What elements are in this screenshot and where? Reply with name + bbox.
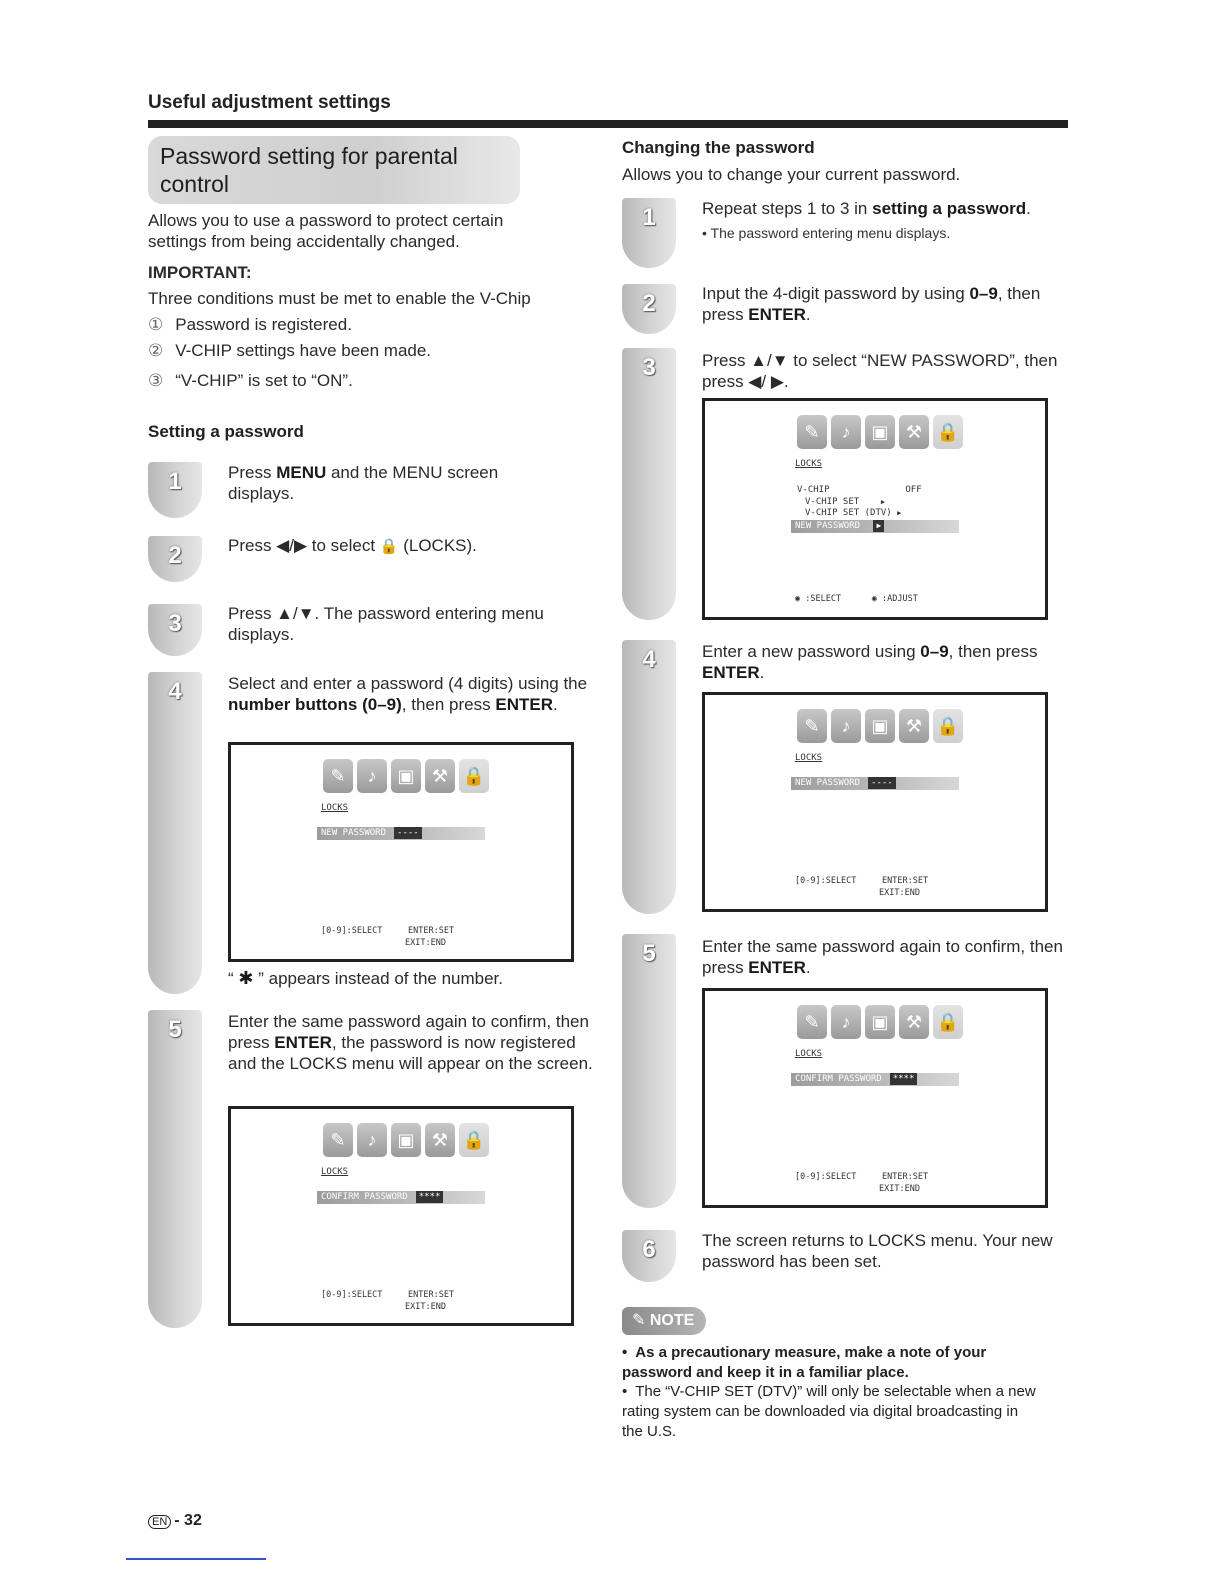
menu-bar-label: NEW PASSWORD xyxy=(795,521,861,531)
lang-badge: EN xyxy=(148,1515,171,1529)
password-box: ---- xyxy=(868,777,896,789)
step-text xyxy=(228,673,598,715)
step-number: 1 xyxy=(642,204,656,231)
intro-text: Allows you to use a password to protect certain settings from being accidentally changed. xyxy=(148,211,504,251)
note-text: The “V-CHIP SET (DTV)” will only be selectable when a new rating system can be downloaded via digital broadcasting in the U.S. xyxy=(622,1383,1036,1440)
step-text-part: “ xyxy=(228,969,234,988)
new-password-row xyxy=(791,520,959,533)
footer-exit: EXIT:END xyxy=(879,1184,920,1194)
picture-icon: ✎ xyxy=(797,415,827,449)
power-icon: ▣ xyxy=(865,1005,895,1039)
screen-footer xyxy=(321,1289,454,1301)
step-text-part: Repeat steps 1 to 3 in xyxy=(702,199,873,218)
page-number-text: - 32 xyxy=(174,1512,202,1529)
step-badge xyxy=(148,1010,202,1328)
condition-text: V-CHIP settings have been made. xyxy=(175,341,432,360)
step-text-part: Press xyxy=(228,463,277,482)
page-number xyxy=(148,1512,202,1530)
tv-screen-confirm-password-2 xyxy=(702,988,1048,1208)
step-text xyxy=(702,283,1042,325)
lock-icon: 🔒 xyxy=(379,538,399,555)
step-text-part: and the MENU screen displays. xyxy=(228,463,499,503)
step-bold: ENTER xyxy=(748,958,806,977)
step-text xyxy=(702,936,1072,978)
footer-select: [0-9]:SELECT xyxy=(795,876,857,886)
step-bold: 0–9 xyxy=(969,284,998,303)
audio-icon: ♪ xyxy=(831,1005,861,1039)
menu-icon-row xyxy=(323,1123,489,1157)
step-text xyxy=(702,641,1062,683)
step-text xyxy=(228,535,568,557)
step-bold: ENTER xyxy=(274,1033,332,1052)
vchip-set-row xyxy=(805,497,885,507)
condition-text: Password is registered. xyxy=(175,315,352,334)
locks-icon: 🔒 xyxy=(459,759,489,793)
locks-icon: 🔒 xyxy=(933,709,963,743)
note-item: • The “V-CHIP SET (DTV)” will only be selectable when a new rating system can be downloaded via digital broadcasting in the U.S. xyxy=(622,1383,1036,1440)
step-text-part: . xyxy=(805,958,811,977)
menu-bar-label: NEW PASSWORD xyxy=(795,778,861,788)
footer-select: [0-9]:SELECT xyxy=(321,1290,383,1300)
footer-select: [0-9]:SELECT xyxy=(795,1172,857,1182)
power-icon: ▣ xyxy=(391,759,421,793)
footer-adjust: ◉ :ADJUST xyxy=(871,594,918,604)
step-bold: MENU xyxy=(276,463,327,482)
footer-exit: EXIT:END xyxy=(405,1302,446,1312)
step-bold: setting a password xyxy=(872,199,1027,218)
confirm-password-row xyxy=(317,1191,485,1204)
step-text-part: , then press xyxy=(948,642,1038,661)
condition-mark: ① xyxy=(148,315,164,334)
menu-icon-row xyxy=(797,1005,963,1039)
step-number: 5 xyxy=(168,1016,182,1043)
step-badge xyxy=(148,604,202,656)
vchip-row xyxy=(797,485,922,495)
step-text-part: ” appears instead of the number. xyxy=(258,969,503,988)
step-bold: number buttons (0–9) xyxy=(228,695,402,714)
step-badge xyxy=(622,934,676,1208)
step-bold: ENTER xyxy=(748,305,806,324)
step-text-part: . xyxy=(805,305,811,324)
vchip-set-label: V-CHIP SET xyxy=(805,497,860,507)
note-label: NOTE xyxy=(649,1312,695,1329)
step-number: 3 xyxy=(168,610,182,637)
picture-icon: ✎ xyxy=(797,1005,827,1039)
setup-icon: ⚒ xyxy=(425,759,455,793)
new-password-row xyxy=(791,777,959,790)
footer-enter: ENTER:SET xyxy=(408,926,455,936)
step-text xyxy=(702,198,1072,219)
step-badge xyxy=(148,672,202,994)
vchip-set-dtv-label: V-CHIP SET (DTV) xyxy=(805,508,892,518)
audio-icon: ♪ xyxy=(831,415,861,449)
step-bold: 0–9 xyxy=(920,642,949,661)
step-text: The screen returns to LOCKS menu. Your new password has been set. xyxy=(702,1231,1053,1271)
step-text-part: Press ◀/▶ to select xyxy=(228,536,380,555)
footer-select: [0-9]:SELECT xyxy=(321,926,383,936)
locks-icon: 🔒 xyxy=(933,1005,963,1039)
locks-label: LOCKS xyxy=(321,803,349,813)
step-number: 5 xyxy=(642,940,656,967)
step-bold: ENTER xyxy=(495,695,553,714)
step-text-part: Enter the same password again to confirm, then press xyxy=(228,1012,589,1052)
step-badge xyxy=(148,536,202,582)
step-badge xyxy=(622,198,676,268)
audio-icon: ♪ xyxy=(357,1123,387,1157)
screen-footer xyxy=(321,925,454,937)
footer-enter: ENTER:SET xyxy=(882,1172,929,1182)
screen-footer xyxy=(795,593,918,605)
locks-label: LOCKS xyxy=(321,1167,349,1177)
locks-icon: 🔒 xyxy=(459,1123,489,1157)
note-text: As a precautionary measure, make a note of your password and keep it in a familiar place. xyxy=(622,1344,987,1381)
step-number: 2 xyxy=(168,542,182,569)
setting-heading: Setting a password xyxy=(148,422,304,441)
menu-bar-label: CONFIRM PASSWORD xyxy=(795,1074,882,1084)
power-icon: ▣ xyxy=(391,1123,421,1157)
tv-screen-new-password-2 xyxy=(702,692,1048,912)
step-text xyxy=(228,1011,598,1074)
new-password-row xyxy=(317,827,485,840)
page-title: Password setting for parental control xyxy=(160,143,458,197)
step-number: 4 xyxy=(168,678,182,705)
power-icon: ▣ xyxy=(865,709,895,743)
menu-bar-label: NEW PASSWORD xyxy=(321,828,387,838)
condition-mark: ③ xyxy=(148,371,164,390)
screen-footer xyxy=(795,1171,928,1183)
step-text-part: . xyxy=(759,663,765,682)
menu-icon-row xyxy=(797,415,963,449)
audio-icon: ♪ xyxy=(831,709,861,743)
footer-exit: EXIT:END xyxy=(405,938,446,948)
important-text: Three conditions must be met to enable the V-Chip xyxy=(148,289,531,308)
footer-enter: ENTER:SET xyxy=(408,1290,455,1300)
vchip-set-dtv-row xyxy=(805,508,901,518)
locks-label: LOCKS xyxy=(795,459,823,469)
tv-screen-new-password xyxy=(228,742,574,962)
step-text-part: (LOCKS). xyxy=(398,536,477,555)
step-text-part: Enter the same password again to confirm, then press xyxy=(702,937,1063,977)
step-bold: ENTER xyxy=(702,663,760,682)
arrow-icon: ▶ xyxy=(880,498,886,506)
audio-icon: ♪ xyxy=(357,759,387,793)
step-text-part: . xyxy=(552,695,558,714)
tv-screen-locks-menu xyxy=(702,398,1048,620)
step-text-part: Enter a new password using xyxy=(702,642,921,661)
step-text-part: . xyxy=(1026,199,1031,218)
vchip-value: OFF xyxy=(905,485,922,495)
title-box xyxy=(148,136,520,204)
locks-label: LOCKS xyxy=(795,753,823,763)
step-text xyxy=(228,462,548,504)
password-box: ---- xyxy=(394,827,422,839)
condition-1 xyxy=(148,314,352,335)
section-header: Useful adjustment settings xyxy=(148,92,391,113)
footer-rule xyxy=(126,1558,266,1560)
vchip-label: V-CHIP xyxy=(797,485,830,495)
step-text-part: Select and enter a password (4 digits) using the xyxy=(228,674,588,693)
condition-mark: ② xyxy=(148,341,164,360)
asterisk-symbol: ✱ xyxy=(238,968,254,988)
password-box: **** xyxy=(890,1073,918,1085)
confirm-password-row xyxy=(791,1073,959,1086)
picture-icon: ✎ xyxy=(323,759,353,793)
tv-screen-confirm-password xyxy=(228,1106,574,1326)
header-rule xyxy=(148,120,1068,128)
step-number: 6 xyxy=(642,1236,656,1263)
setup-icon: ⚒ xyxy=(899,415,929,449)
step-badge xyxy=(148,462,202,518)
step-number: 3 xyxy=(642,354,656,381)
step-text-part: , then press xyxy=(702,284,1041,324)
asterisk-note xyxy=(228,968,588,989)
condition-text: “V-CHIP” is set to “ON”. xyxy=(175,371,353,390)
step-text-part: Input the 4-digit password by using xyxy=(702,284,970,303)
step-bullet: • The password entering menu displays. xyxy=(702,225,951,241)
changing-heading: Changing the password xyxy=(622,138,815,157)
screen-footer xyxy=(795,875,928,887)
menu-icon-row xyxy=(323,759,489,793)
step-badge xyxy=(622,348,676,620)
footer-select: ◉ :SELECT xyxy=(795,594,842,604)
locks-icon: 🔒 xyxy=(933,415,963,449)
step-number: 4 xyxy=(642,646,656,673)
setup-icon: ⚒ xyxy=(425,1123,455,1157)
step-text: Press ▲/▼. The password entering menu displays. xyxy=(228,604,544,644)
step-badge xyxy=(622,284,676,334)
note-item: • As a precautionary measure, make a note of your password and keep it in a familiar place. xyxy=(622,1344,987,1381)
picture-icon: ✎ xyxy=(797,709,827,743)
step-text: Press ▲/▼ to select “NEW PASSWORD”, then press ◀/ ▶. xyxy=(702,351,1058,391)
menu-bar-label: CONFIRM PASSWORD xyxy=(321,1192,408,1202)
step-badge xyxy=(622,1230,676,1282)
footer-enter: ENTER:SET xyxy=(882,876,929,886)
setup-icon: ⚒ xyxy=(899,1005,929,1039)
picture-icon: ✎ xyxy=(323,1123,353,1157)
password-box: **** xyxy=(416,1191,444,1203)
footer-exit: EXIT:END xyxy=(879,888,920,898)
changing-intro: Allows you to change your current password. xyxy=(622,165,961,184)
locks-label: LOCKS xyxy=(795,1049,823,1059)
arrow-icon: ▶ xyxy=(897,509,902,517)
step-number: 2 xyxy=(642,290,656,317)
condition-3 xyxy=(148,370,353,391)
power-icon: ▣ xyxy=(865,415,895,449)
menu-icon-row xyxy=(797,709,963,743)
step-text-part: , then press xyxy=(401,695,496,714)
setup-icon: ⚒ xyxy=(899,709,929,743)
arrow-icon: ▶ xyxy=(873,520,884,532)
step-number: 1 xyxy=(168,468,182,495)
step-badge xyxy=(622,640,676,914)
note-badge: ✎ NOTE xyxy=(622,1307,706,1335)
important-label: IMPORTANT: xyxy=(148,263,252,282)
condition-2 xyxy=(148,340,431,361)
step-text-part: , the password is now registered and the LOCKS menu will appear on the screen. xyxy=(228,1033,593,1073)
